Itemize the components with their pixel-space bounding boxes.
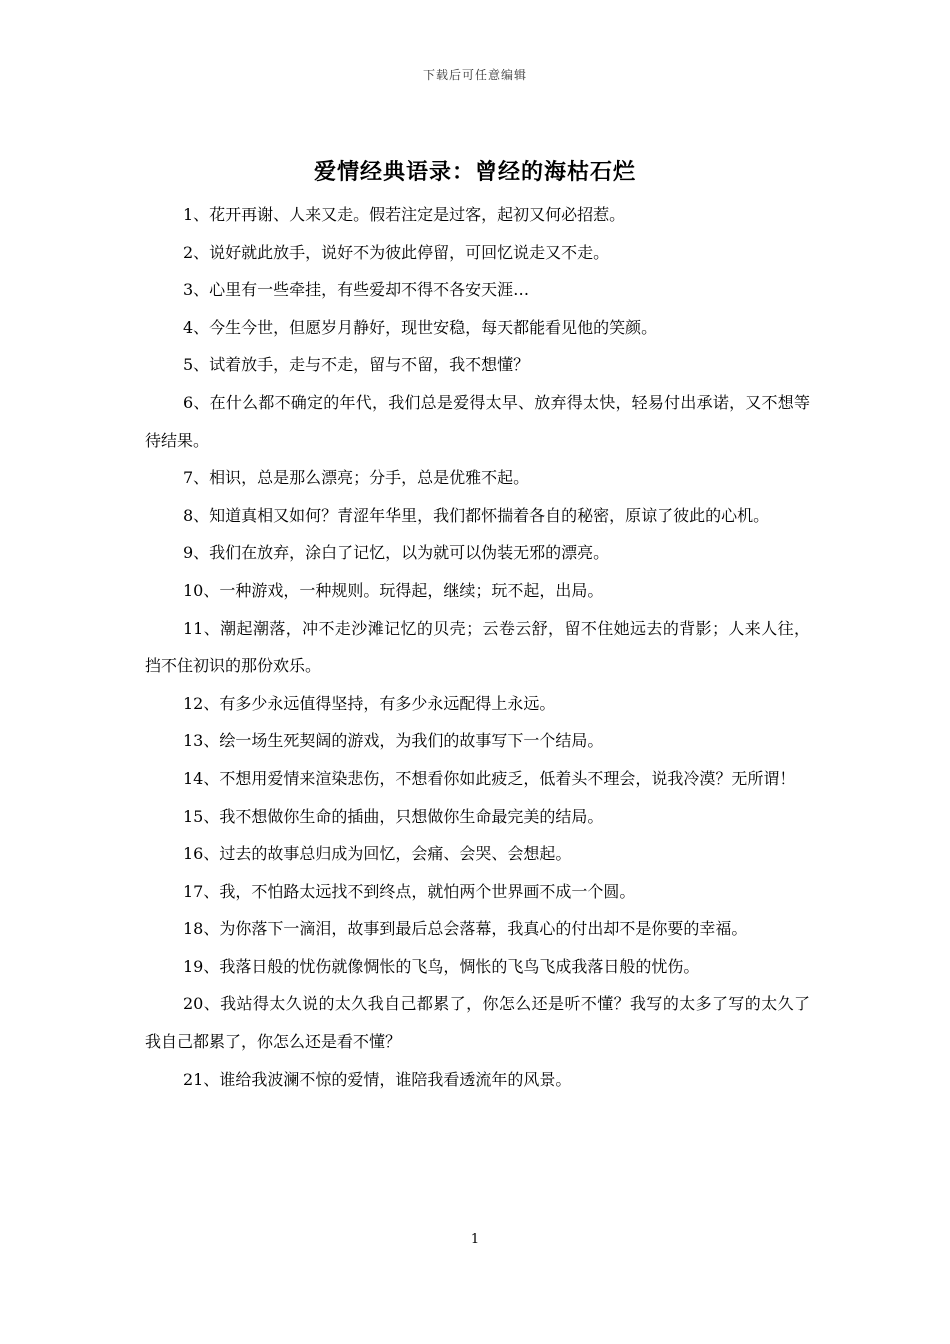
paragraph: 13、绘一场生死契阔的游戏，为我们的故事写下一个结局。 xyxy=(183,731,604,751)
paragraph: 8、知道真相又如何？青涩年华里，我们都怀揣着各自的秘密，原谅了彼此的心机。 xyxy=(183,505,770,525)
paragraph: 5、试着放手，走与不走，留与不留，我不想懂？ xyxy=(183,355,530,375)
paragraph: 3、心里有一些牵挂，有些爱却不得不各安天涯… xyxy=(183,280,530,300)
document-title: 爱情经典语录：曾经的海枯石烂 xyxy=(313,159,636,185)
document-body xyxy=(145,196,810,1098)
page-number: 1 xyxy=(470,1232,480,1247)
paragraph: 21、谁给我波澜不惊的爱情，谁陪我看透流年的风景。 xyxy=(183,1069,572,1089)
paragraph: 14、不想用爱情来渲染悲伤，不想看你如此疲乏，低着头不理会，说我冷漠？无所谓！ xyxy=(183,768,796,788)
paragraph: 12、有多少永远值得坚持，有多少永远配得上永远。 xyxy=(183,693,556,713)
paragraph: 7、相识，总是那么漂亮；分手，总是优雅不起。 xyxy=(183,468,530,488)
paragraph: 4、今生今世，但愿岁月静好，现世安稳，每天都能看见他的笑颜。 xyxy=(183,317,658,337)
paragraph: 1、花开再谢、人来又走。假若注定是过客，起初又何必招惹。 xyxy=(183,205,626,224)
paragraph: 20、我站得太久说的太久我自己都累了，你怎么还是听不懂？我写的太多了写的太久了我自己都累了，你怎么还是看不懂？ xyxy=(145,994,810,1052)
paragraph: 2、说好就此放手，说好不为彼此停留，可回忆说走又不走。 xyxy=(183,242,610,262)
paragraph: 19、我落日般的忧伤就像惆怅的飞鸟，惆怅的飞鸟飞成我落日般的忧伤。 xyxy=(183,956,700,976)
paragraph: 11、潮起潮落，冲不走沙滩记忆的贝壳；云卷云舒，留不住她远去的背影；人来人往，挡不住初识的那份欢乐。 xyxy=(145,618,810,676)
paragraph: 15、我不想做你生命的插曲，只想做你生命最完美的结局。 xyxy=(183,806,604,826)
paragraph: 10、一种游戏，一种规则。玩得起，继续；玩不起，出局。 xyxy=(183,580,604,600)
paragraph: 18、为你落下一滴泪，故事到最后总会落幕，我真心的付出却不是你要的幸福。 xyxy=(183,919,748,939)
paragraph: 9、我们在放弃，涂白了记忆，以为就可以伪装无邪的漂亮。 xyxy=(183,543,610,563)
paragraph: 6、在什么都不确定的年代，我们总是爱得太早、放弃得太快，轻易付出承诺，又不想等待结果。 xyxy=(145,392,810,450)
header-note: 下载后可任意编辑 xyxy=(422,68,527,82)
paragraph: 17、我，不怕路太远找不到终点，就怕两个世界画不成一个圆。 xyxy=(183,881,636,901)
paragraph: 16、过去的故事总归成为回忆，会痛、会哭、会想起。 xyxy=(183,844,572,864)
